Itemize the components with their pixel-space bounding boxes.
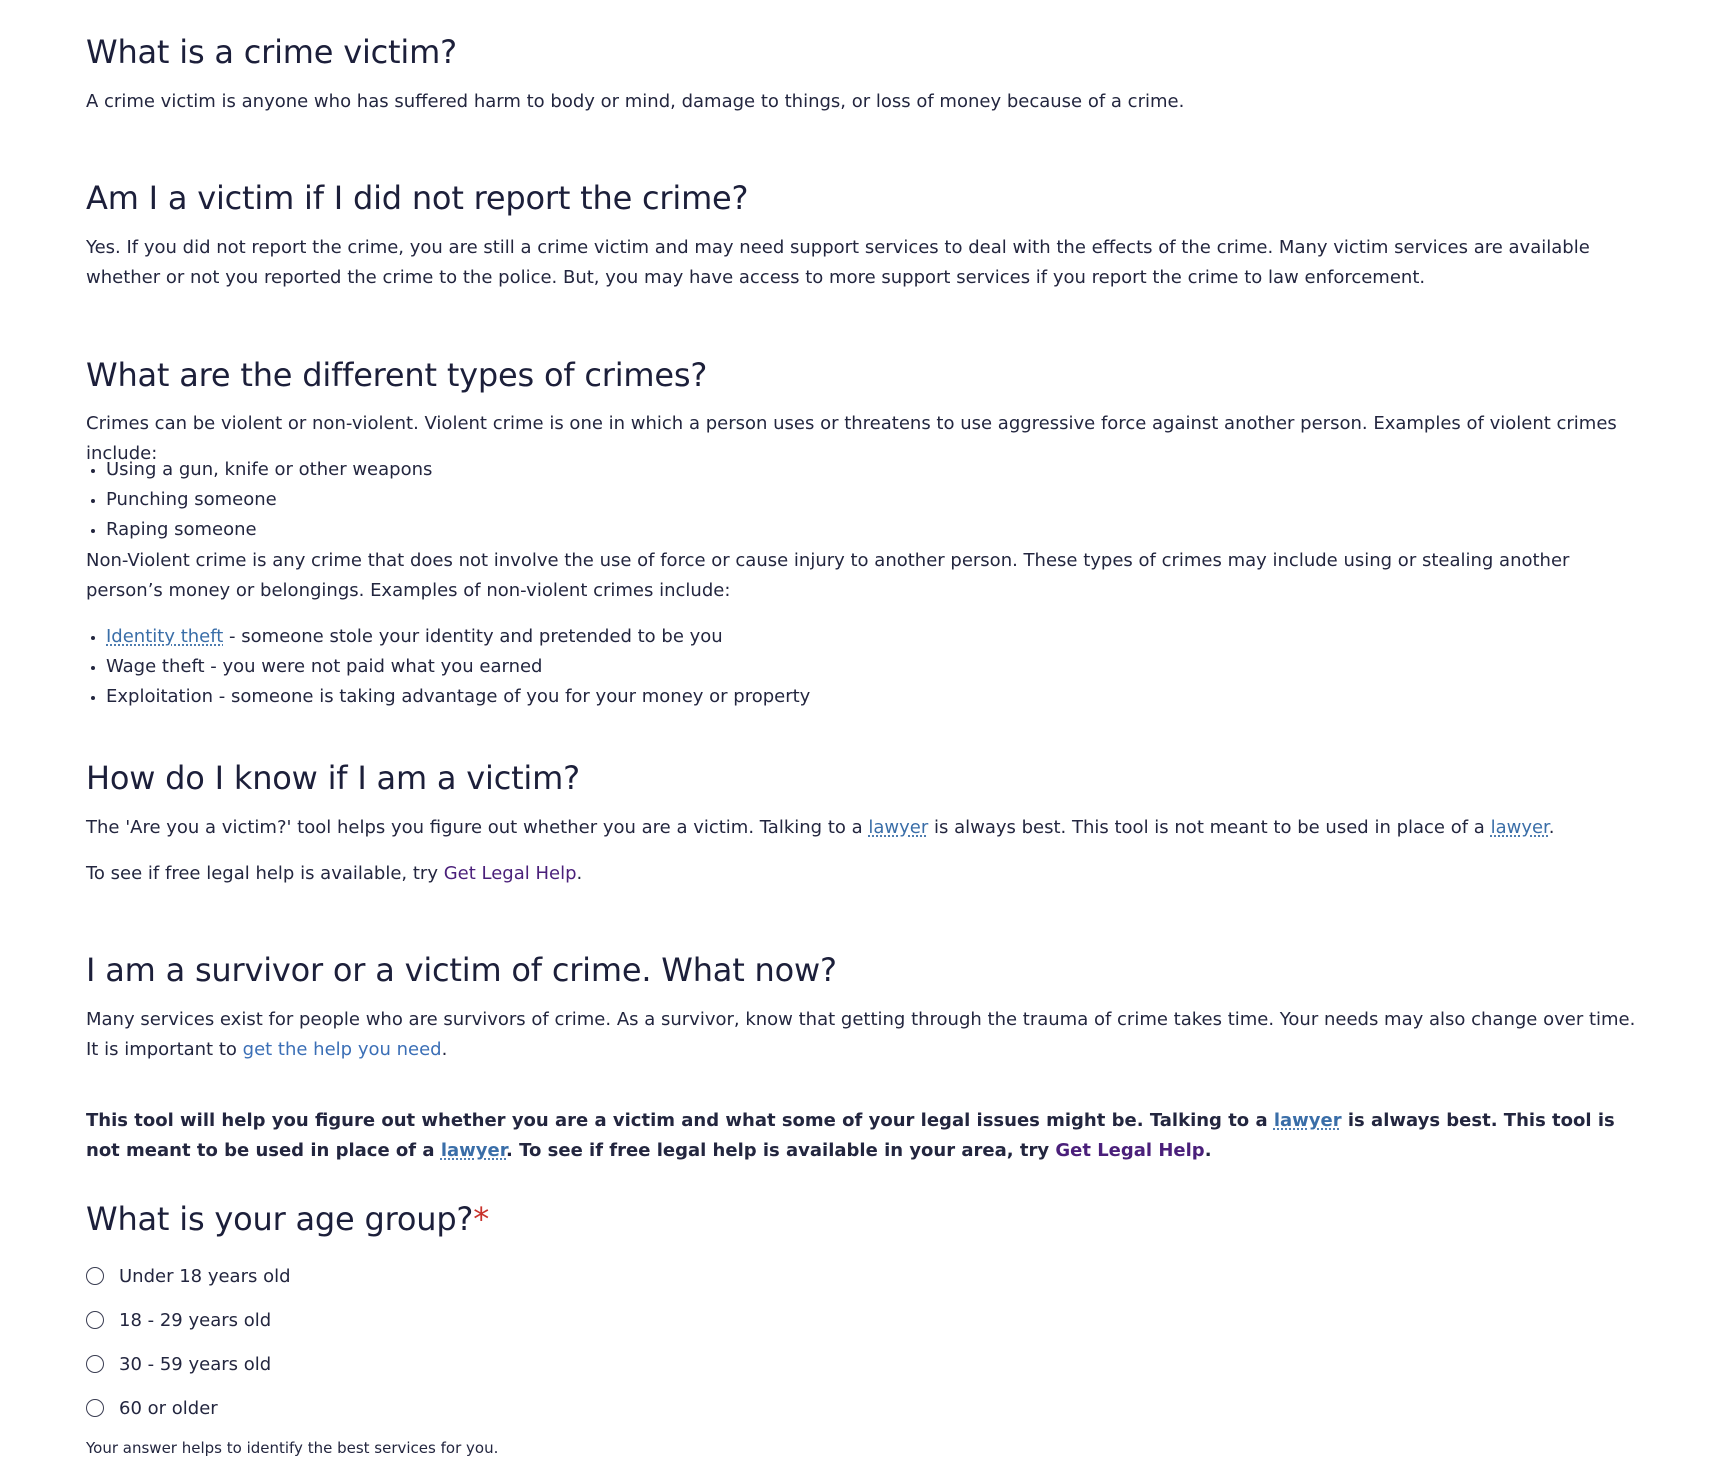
radio-button[interactable] xyxy=(86,1355,104,1373)
heading-what-is-crime-victim: What is a crime victim? xyxy=(86,33,457,71)
list-item: • Punching someone xyxy=(106,485,432,515)
nonviolent-crimes-list xyxy=(86,622,810,712)
required-marker: * xyxy=(473,1200,490,1238)
radio-button[interactable] xyxy=(86,1399,104,1417)
get-help-you-need-link[interactable]: get the help you need xyxy=(242,1039,442,1060)
radio-option-30-59[interactable] xyxy=(86,1342,291,1386)
radio-label: 60 or older xyxy=(119,1397,218,1419)
heading-victim-not-reported: Am I a victim if I did not report the crime? xyxy=(86,179,749,217)
text-span: is always best. This tool is not meant to be used in place of a xyxy=(928,817,1491,838)
list-item: • Wage theft - you were not paid what you earned xyxy=(106,652,810,682)
text-span: . xyxy=(1204,1140,1212,1161)
survivor-services-text xyxy=(86,1005,1646,1065)
age-group-question xyxy=(86,1199,489,1239)
heading-survivor-what-now: I am a survivor or a victim of crime. What now? xyxy=(86,951,837,989)
lawyer-term-link[interactable]: lawyer xyxy=(1490,817,1549,838)
list-item xyxy=(106,622,810,652)
lawyer-term-link[interactable]: lawyer xyxy=(868,817,929,838)
get-legal-help-link[interactable]: Get Legal Help xyxy=(443,863,577,884)
radio-button[interactable] xyxy=(86,1311,104,1329)
text-span: is always best. This tool is not meant to be used in place of a xyxy=(86,1110,1615,1161)
text-span: The 'Are you a victim?' tool helps you figure out whether you are a victim. Talking to a xyxy=(86,817,869,838)
victim-not-reported-text: Yes. If you did not report the crime, you are still a crime victim and may need support services to deal with the effects of the crime. Many victim services are available whether or not you reported the crime to the police. But, you may have access to more support services if you report the crime to law enforcement. xyxy=(86,237,1590,288)
tool-note xyxy=(86,1106,1646,1166)
text-span: This tool will help you figure out whether you are a victim and what some of your legal issues might be. Talking to a xyxy=(86,1110,1274,1131)
text-span: . xyxy=(576,863,583,884)
text-span: To see if free legal help is available, try xyxy=(86,863,444,884)
lawyer-term-link[interactable]: lawyer xyxy=(440,1140,507,1161)
crime-victim-definition: A crime victim is anyone who has suffered harm to body or mind, damage to things, or loss of money because of a crime. xyxy=(86,91,1185,112)
lawyer-term-link[interactable]: lawyer xyxy=(1273,1110,1342,1131)
tool-description xyxy=(86,813,1646,843)
get-legal-help-link[interactable]: Get Legal Help xyxy=(1055,1140,1205,1161)
radio-option-under-18[interactable] xyxy=(86,1254,291,1298)
text-span: Many services exist for people who are survivors of crime. As a survivor, know that getting through the trauma of crime takes time. Your needs may also change over time. It is important to xyxy=(86,1009,1636,1060)
crime-types-intro: Crimes can be violent or non-violent. Violent crime is one in which a person uses or threatens to use aggressive force against another person. Examples of violent crimes include: xyxy=(86,413,1617,464)
text-span: . xyxy=(1548,817,1555,838)
age-group-radio-group xyxy=(86,1254,291,1430)
nonviolent-crimes-intro: Non-Violent crime is any crime that does not involve the use of force or cause injury to another person. These types of crimes may include using or stealing another person’s money or belongings. Examples of non-violent crimes include: xyxy=(86,550,1570,601)
text-span: . xyxy=(441,1039,448,1060)
free-legal-help-text xyxy=(86,859,1646,889)
list-item: • Using a gun, knife or other weapons xyxy=(106,455,432,485)
question-label-text: What is your age group? xyxy=(86,1200,474,1238)
question-label xyxy=(86,1200,489,1238)
radio-label: Under 18 years old xyxy=(119,1265,291,1287)
list-item: • Raping someone xyxy=(106,515,432,545)
heading-how-do-i-know: How do I know if I am a victim? xyxy=(86,759,580,797)
text-span: . To see if free legal help is available in your area, try xyxy=(506,1140,1056,1161)
identity-theft-link[interactable]: Identity theft xyxy=(106,626,224,647)
radio-button[interactable] xyxy=(86,1267,104,1285)
heading-types-of-crimes: What are the different types of crimes? xyxy=(86,356,708,394)
radio-label: 30 - 59 years old xyxy=(119,1353,272,1375)
question-hint: Your answer helps to identify the best services for you. xyxy=(86,1439,499,1457)
radio-option-18-29[interactable] xyxy=(86,1298,291,1342)
radio-label: 18 - 29 years old xyxy=(119,1309,272,1331)
identity-theft-description: - someone stole your identity and pretended to be you xyxy=(223,626,723,647)
list-item: • Exploitation - someone is taking advantage of you for your money or property xyxy=(106,682,810,712)
violent-crimes-list xyxy=(86,455,432,545)
radio-option-60-older[interactable] xyxy=(86,1386,291,1430)
